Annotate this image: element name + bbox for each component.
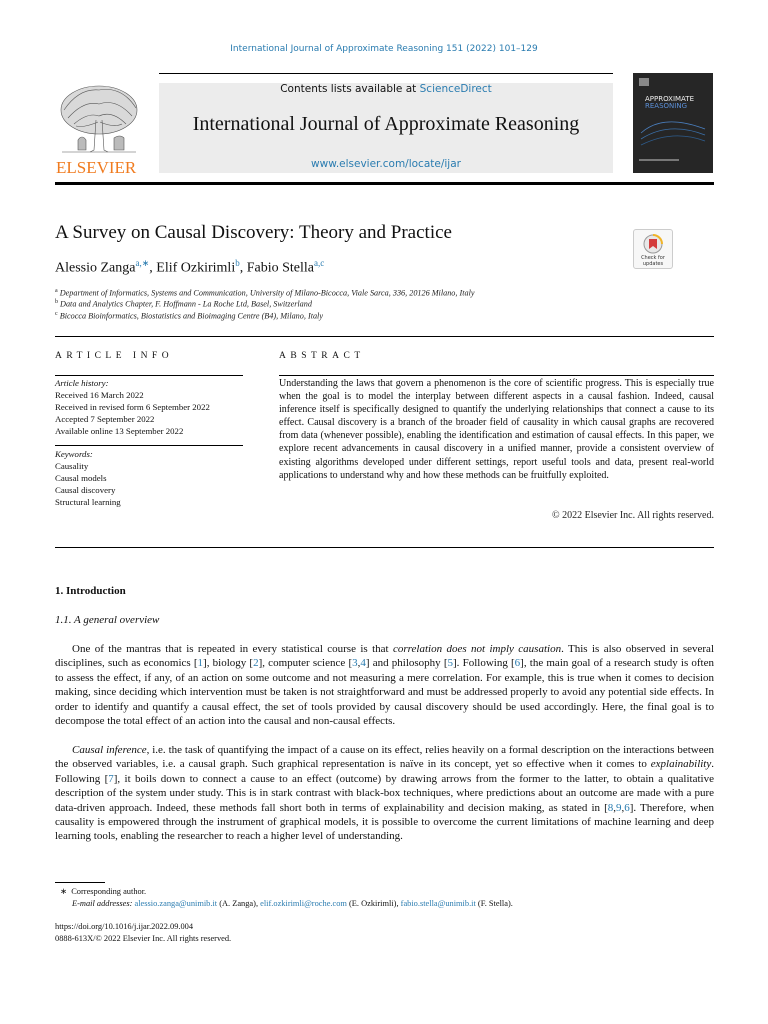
affiliation [55,311,323,321]
corresponding-author-note [60,886,146,896]
paragraph-text: ], it boils down to connect a cause to an effect (outcome) by drawing arrows from the former to the latter, to obtain a qualitative description of the system under study. This is in stark contrast with black-box techniques, where predictions about an outcome are made with a pure data-driven approach. Indeed, these methods fall short both in terms of explainability and decision making, as stated in [ [55,772,714,814]
sciencedirect-link[interactable]: ScienceDirect [419,83,492,95]
affiliation-mark: a [55,288,58,294]
affiliation-mark: b [55,299,58,305]
citation-link[interactable]: 6 [514,657,521,670]
article-history-label: Article history: [55,378,109,388]
keyword: Causality [55,461,89,471]
history-item: Received 16 March 2022 [55,390,144,400]
elsevier-tree-icon [54,80,144,176]
paragraph-text: ], biology [ [203,657,254,670]
contents-line [159,83,613,95]
emphasis-text: Causal inference [72,744,147,756]
journal-reference[interactable]: International Journal of Approximate Reasoning 151 (2022) 101–129 [230,44,538,54]
journal-cover-image[interactable] [633,73,713,173]
affiliation [55,299,312,309]
keywords-label: Keywords: [55,449,93,459]
citation-link[interactable]: 9 [616,801,622,814]
cover-title [645,96,709,110]
paragraph-text: ]. Following [ [453,657,515,670]
keyword: Causal discovery [55,485,116,495]
paragraph-text: , [613,801,616,814]
email-link[interactable]: fabio.stella@unimib.it [400,899,476,908]
email-owner: (A. Zanga), [217,899,261,908]
affiliation [55,288,475,298]
paragraph [55,743,714,844]
citation-link[interactable]: 7 [108,772,114,785]
footnote-text: Corresponding author. [71,887,147,896]
paragraph-text: , [357,657,361,670]
footnote-star: ∗ [60,887,68,896]
citation-link[interactable]: 4 [360,657,366,670]
elsevier-wordmark: ELSEVIER [56,158,137,176]
author-affiliation-mark[interactable]: b [235,258,240,268]
crossmark-label: Check for updates [641,255,665,267]
history-item: Received in revised form 6 September 2022 [55,402,210,412]
cover-title-line1: APPROXIMATE [645,95,694,103]
author-list: Alessio Zanga$^{a,∗}$, Elif Ozkirimli$^b$, Fabio Stella$^{a,c}$ [55,258,325,276]
author-name[interactable]: Elif Ozkirimli [156,260,236,276]
paragraph-text: ] and philosophy [ [365,657,448,670]
citation-link[interactable]: 8 [607,801,614,814]
citation-link[interactable]: 3 [352,657,358,670]
issn-copyright: 0888-613X/© 2022 Elsevier Inc. All rights reserved. [55,934,232,943]
affiliation-text: Data and Analytics Chapter, F. Hoffmann - La Roche Ltd, Basel, Switzerland [60,299,312,309]
author-affiliation-mark[interactable]: a,∗ [135,258,150,268]
cover-art [633,73,713,173]
emphasis-text: explainability [650,758,712,771]
divider [279,375,714,376]
divider [55,445,243,446]
journal-url-link[interactable]: www.elsevier.com/locate/ijar [311,158,461,170]
paragraph-text: ], computer science [ [258,657,353,670]
paragraph-text: , [621,801,625,814]
email-owner: (E. Ozkirimli), [346,899,401,908]
email-link[interactable]: elif.ozkirimli@roche.com [260,899,347,908]
email-label: E-mail addresses: [72,899,133,908]
elsevier-logo [54,80,144,176]
abstract-copyright: © 2022 Elsevier Inc. All rights reserved. [551,510,714,521]
affiliation-text: Department of Informatics, Systems and Communication, University of Milano-Bicocca, Viale Sarca, 336, 20126 Milano, Italy [59,288,475,298]
divider [55,336,714,337]
article-info-heading: ARTICLE INFO [55,351,174,361]
keyword: Causal models [55,473,107,483]
emphasis-text: correlation does not imply causation [392,643,562,655]
paragraph-text: . Following [ [55,758,714,785]
paragraph-text: One of the mantras that is repeated in every statistical course is that [72,643,393,655]
citation-link[interactable]: 6 [624,801,630,814]
email-owner: (F. Stella). [475,899,513,908]
section-heading: 1. Introduction [55,585,126,597]
paragraph-text: ]. Therefore, when causality is empowered through the instrument of graphical models, it is possible to overcome the current limitations of machine learning and deep learning tools, enabling the researcher to reach a higher level of understanding. [55,801,714,843]
history-item: Accepted 7 September 2022 [55,414,155,424]
footnote-rule [55,882,105,883]
author-name[interactable]: Fabio Stella [246,260,314,276]
divider [55,547,714,548]
history-item: Available online 13 September 2022 [55,426,184,436]
author-name[interactable]: Alessio Zanga [55,260,136,276]
paper-title: A Survey on Causal Discovery: Theory and Practice [55,222,452,243]
paragraph-text: . This is also observed in several disciplines, such as economics [ [55,643,714,670]
author-affiliation-mark[interactable]: a,c [314,258,325,268]
keyword: Structural learning [55,497,121,507]
citation-link[interactable]: 1 [197,657,204,670]
contents-prefix: Contents lists available at [280,83,417,95]
divider [55,375,243,376]
paragraph-text: , i.e. the task of quantifying the impact of a cause on its effect, relies heavily on a formal description on the interactions between the observed variables, i.e. a causal graph. Such graphical representation is naïve in its concept, yet so effective when it comes to [55,744,714,771]
subsection-heading: 1.1. A general overview [55,614,160,626]
affiliation-text: Bicocca Bioinformatics, Biostatistics and Bioimaging Centre (B4), Milano, Italy [59,311,323,321]
abstract-heading: ABSTRACT [279,351,365,361]
abstract-text: Understanding the laws that govern a phenomenon is the core of scientific progress. This is especially true when the goal is to model the interplay between different aspects in a causal fashion. Indeed, causal inference itself is specifically designed to quantify the underlying relationships that connect a cause to its effect. Causal discovery is a branch of the broader field of causality in which causal graphs are recovered from data (whenever possible), enabling the identification and estimation of causal effects. In this paper, we explore recent advancements in causal discovery in a unified manner, provide a consistent overview of existing algorithms developed under different settings, report useful tools and data, present real-world applications to understand why and how these methods can be fruitfully exploited. [279,378,714,481]
citation-link[interactable]: 5 [447,657,453,670]
paragraph-text: ], the main goal of a research study is often to assess the effect, if any, of an action on some outcome and not measuring a mere correlation. For example, this is true when it comes to decision making, since deciding which intervention must be taken is not straightforward and must be addressed properly to avoid any potential side effects. In order to identify and quantify a causal effect, the set of tools provided by causal discovery should be used accordingly. Here, the final goal is to decompose the total effect of an action into the causal and non-causal effects. [55,657,714,728]
email-link[interactable]: alessio.zanga@unimib.it [134,899,218,908]
header-thick-rule [55,182,714,185]
citation-link[interactable]: 2 [253,657,259,670]
cover-title-line2: REASONING [645,102,687,110]
doi-link[interactable]: https://doi.org/10.1016/j.ijar.2022.09.004 [55,922,194,931]
check-for-updates-badge[interactable] [633,229,673,269]
email-footnote [72,899,513,908]
affiliation-mark: c [55,311,58,317]
paragraph [55,642,714,728]
journal-title: International Journal of Approximate Reasoning [192,113,580,135]
header-top-rule [159,73,613,74]
